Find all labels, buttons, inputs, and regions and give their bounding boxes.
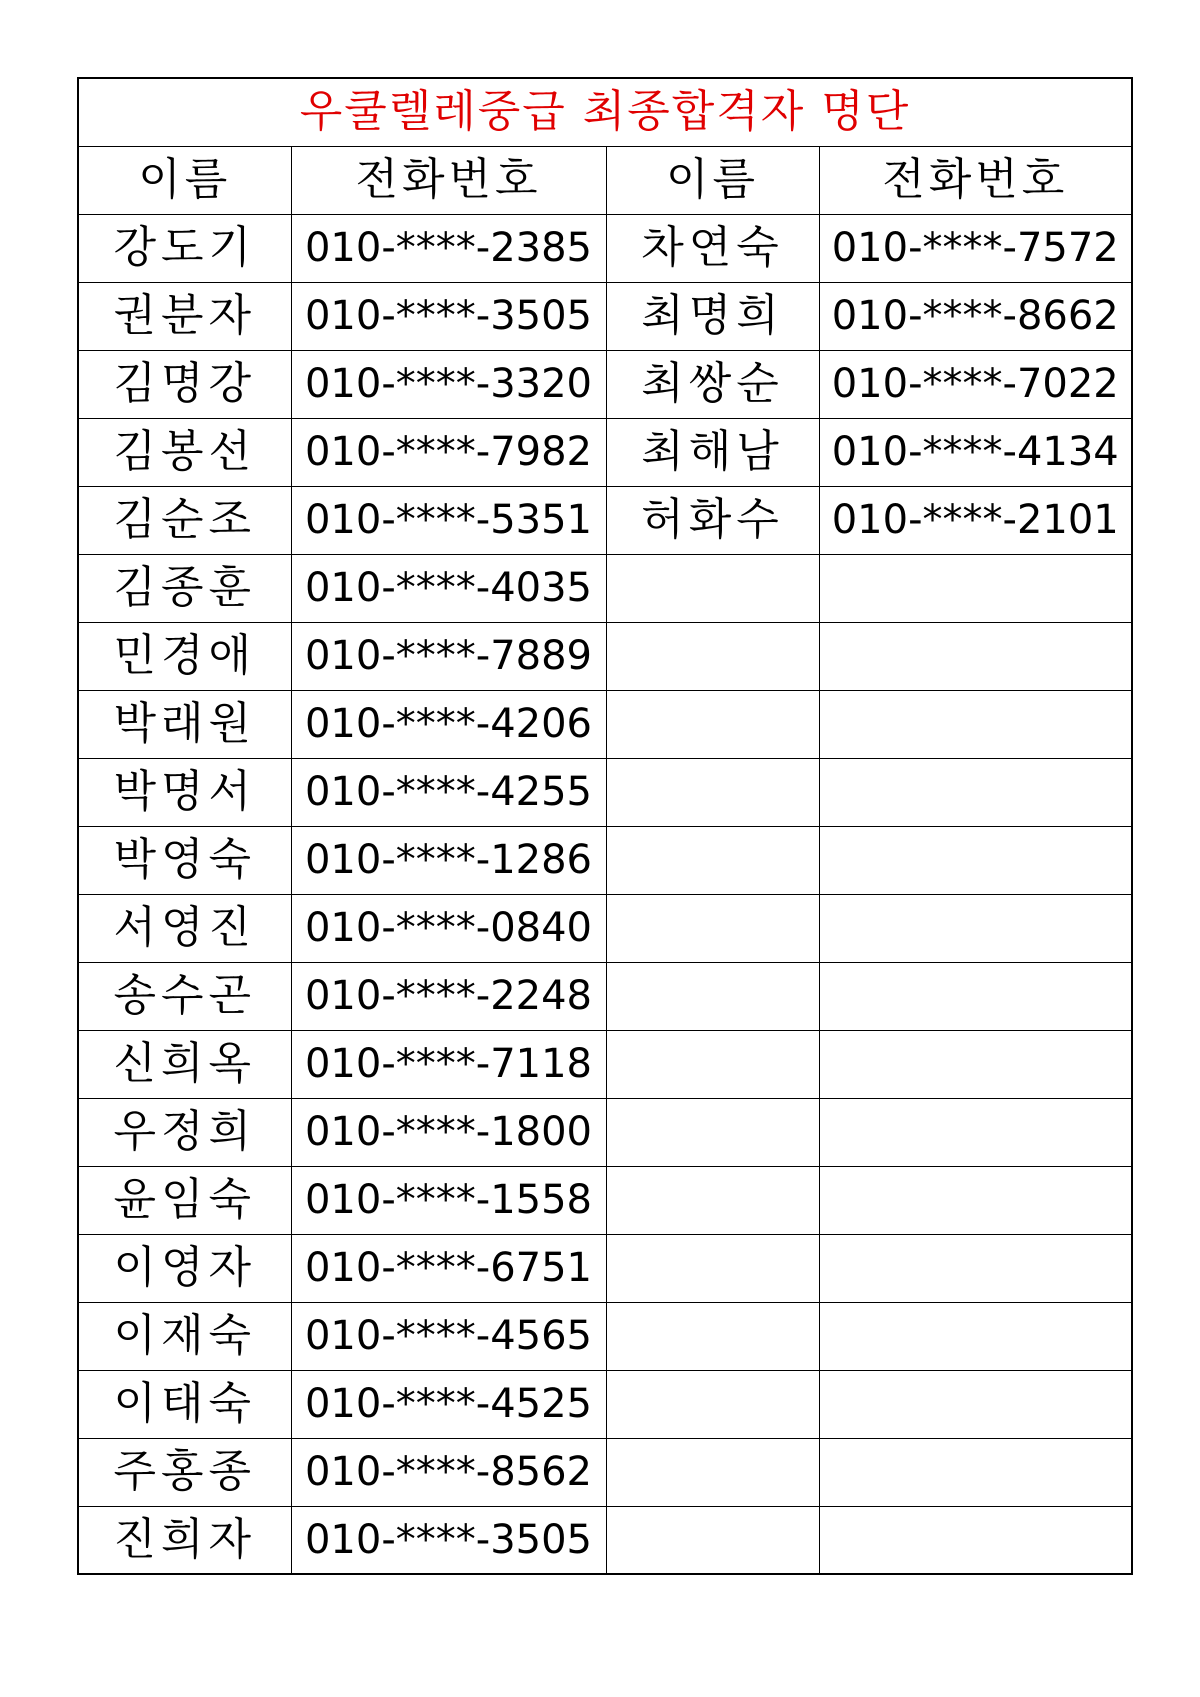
- phone-cell: [819, 1370, 1132, 1438]
- name-cell: 강도기: [78, 214, 291, 282]
- phone-cell: 010-****-7982: [291, 418, 606, 486]
- table-row: [78, 554, 1132, 622]
- table-row: [78, 214, 1132, 282]
- header-name-1: 이름: [78, 146, 291, 214]
- table-row: [78, 1098, 1132, 1166]
- phone-cell: 010-****-3320: [291, 350, 606, 418]
- name-cell: 박명서: [78, 758, 291, 826]
- name-cell: 진희자: [78, 1506, 291, 1574]
- table-row: [78, 826, 1132, 894]
- table-row: [78, 962, 1132, 1030]
- phone-cell: 010-****-2385: [291, 214, 606, 282]
- name-cell: [606, 894, 819, 962]
- phone-cell: 010-****-1558: [291, 1166, 606, 1234]
- name-cell: 김봉선: [78, 418, 291, 486]
- table-row: [78, 418, 1132, 486]
- name-cell: [606, 962, 819, 1030]
- name-cell: 김종훈: [78, 554, 291, 622]
- phone-cell: [819, 826, 1132, 894]
- phone-cell: 010-****-3505: [291, 282, 606, 350]
- table-row: [78, 1438, 1132, 1506]
- name-cell: [606, 1166, 819, 1234]
- header-phone-1: 전화번호: [291, 146, 606, 214]
- header-row: [78, 146, 1132, 214]
- name-cell: 박영숙: [78, 826, 291, 894]
- name-cell: 허화수: [606, 486, 819, 554]
- name-cell: 이영자: [78, 1234, 291, 1302]
- table-row: [78, 622, 1132, 690]
- phone-cell: 010-****-4255: [291, 758, 606, 826]
- table-row: [78, 894, 1132, 962]
- name-cell: 권분자: [78, 282, 291, 350]
- phone-cell: [819, 1098, 1132, 1166]
- phone-cell: 010-****-4035: [291, 554, 606, 622]
- phone-cell: 010-****-8562: [291, 1438, 606, 1506]
- phone-cell: [819, 622, 1132, 690]
- phone-cell: 010-****-8662: [819, 282, 1132, 350]
- phone-cell: [819, 1506, 1132, 1574]
- phone-cell: 010-****-4525: [291, 1370, 606, 1438]
- name-cell: [606, 1030, 819, 1098]
- table-row: [78, 1506, 1132, 1574]
- phone-cell: 010-****-4565: [291, 1302, 606, 1370]
- header-phone-2: 전화번호: [819, 146, 1132, 214]
- name-cell: 이태숙: [78, 1370, 291, 1438]
- phone-cell: 010-****-2101: [819, 486, 1132, 554]
- phone-cell: [819, 1438, 1132, 1506]
- phone-cell: 010-****-3505: [291, 1506, 606, 1574]
- phone-cell: [819, 1234, 1132, 1302]
- name-cell: 김순조: [78, 486, 291, 554]
- name-cell: 이재숙: [78, 1302, 291, 1370]
- phone-cell: 010-****-4206: [291, 690, 606, 758]
- table-row: [78, 1234, 1132, 1302]
- phone-cell: 010-****-5351: [291, 486, 606, 554]
- name-cell: [606, 1506, 819, 1574]
- name-cell: [606, 1302, 819, 1370]
- name-cell: 신희옥: [78, 1030, 291, 1098]
- name-cell: 김명강: [78, 350, 291, 418]
- phone-cell: 010-****-0840: [291, 894, 606, 962]
- phone-cell: 010-****-7118: [291, 1030, 606, 1098]
- name-cell: [606, 1234, 819, 1302]
- name-cell: [606, 690, 819, 758]
- name-cell: 최해남: [606, 418, 819, 486]
- phone-cell: 010-****-4134: [819, 418, 1132, 486]
- name-cell: 송수곤: [78, 962, 291, 1030]
- phone-cell: 010-****-7889: [291, 622, 606, 690]
- phone-cell: 010-****-1286: [291, 826, 606, 894]
- name-cell: 주홍종: [78, 1438, 291, 1506]
- table-row: [78, 282, 1132, 350]
- table-row: [78, 1030, 1132, 1098]
- header-name-2: 이름: [606, 146, 819, 214]
- name-cell: 서영진: [78, 894, 291, 962]
- table-row: [78, 350, 1132, 418]
- title-row: [78, 78, 1132, 146]
- name-cell: 최쌍순: [606, 350, 819, 418]
- name-cell: 민경애: [78, 622, 291, 690]
- name-cell: 우정희: [78, 1098, 291, 1166]
- phone-cell: [819, 554, 1132, 622]
- name-cell: [606, 826, 819, 894]
- roster-table: [77, 77, 1133, 1575]
- name-cell: [606, 758, 819, 826]
- phone-cell: 010-****-6751: [291, 1234, 606, 1302]
- name-cell: 박래원: [78, 690, 291, 758]
- name-cell: [606, 1370, 819, 1438]
- table-row: [78, 1302, 1132, 1370]
- table-row: [78, 486, 1132, 554]
- phone-cell: [819, 690, 1132, 758]
- name-cell: [606, 1438, 819, 1506]
- name-cell: [606, 622, 819, 690]
- phone-cell: [819, 758, 1132, 826]
- name-cell: [606, 554, 819, 622]
- phone-cell: [819, 962, 1132, 1030]
- phone-cell: 010-****-2248: [291, 962, 606, 1030]
- document-title: 우쿨렐레중급 최종합격자 명단: [78, 78, 1132, 146]
- table-row: [78, 690, 1132, 758]
- phone-cell: [819, 894, 1132, 962]
- table-row: [78, 1370, 1132, 1438]
- phone-cell: [819, 1030, 1132, 1098]
- table-row: [78, 758, 1132, 826]
- name-cell: 차연숙: [606, 214, 819, 282]
- phone-cell: [819, 1166, 1132, 1234]
- name-cell: 윤임숙: [78, 1166, 291, 1234]
- name-cell: [606, 1098, 819, 1166]
- phone-cell: 010-****-7022: [819, 350, 1132, 418]
- phone-cell: 010-****-7572: [819, 214, 1132, 282]
- table-row: [78, 1166, 1132, 1234]
- phone-cell: [819, 1302, 1132, 1370]
- phone-cell: 010-****-1800: [291, 1098, 606, 1166]
- name-cell: 최명희: [606, 282, 819, 350]
